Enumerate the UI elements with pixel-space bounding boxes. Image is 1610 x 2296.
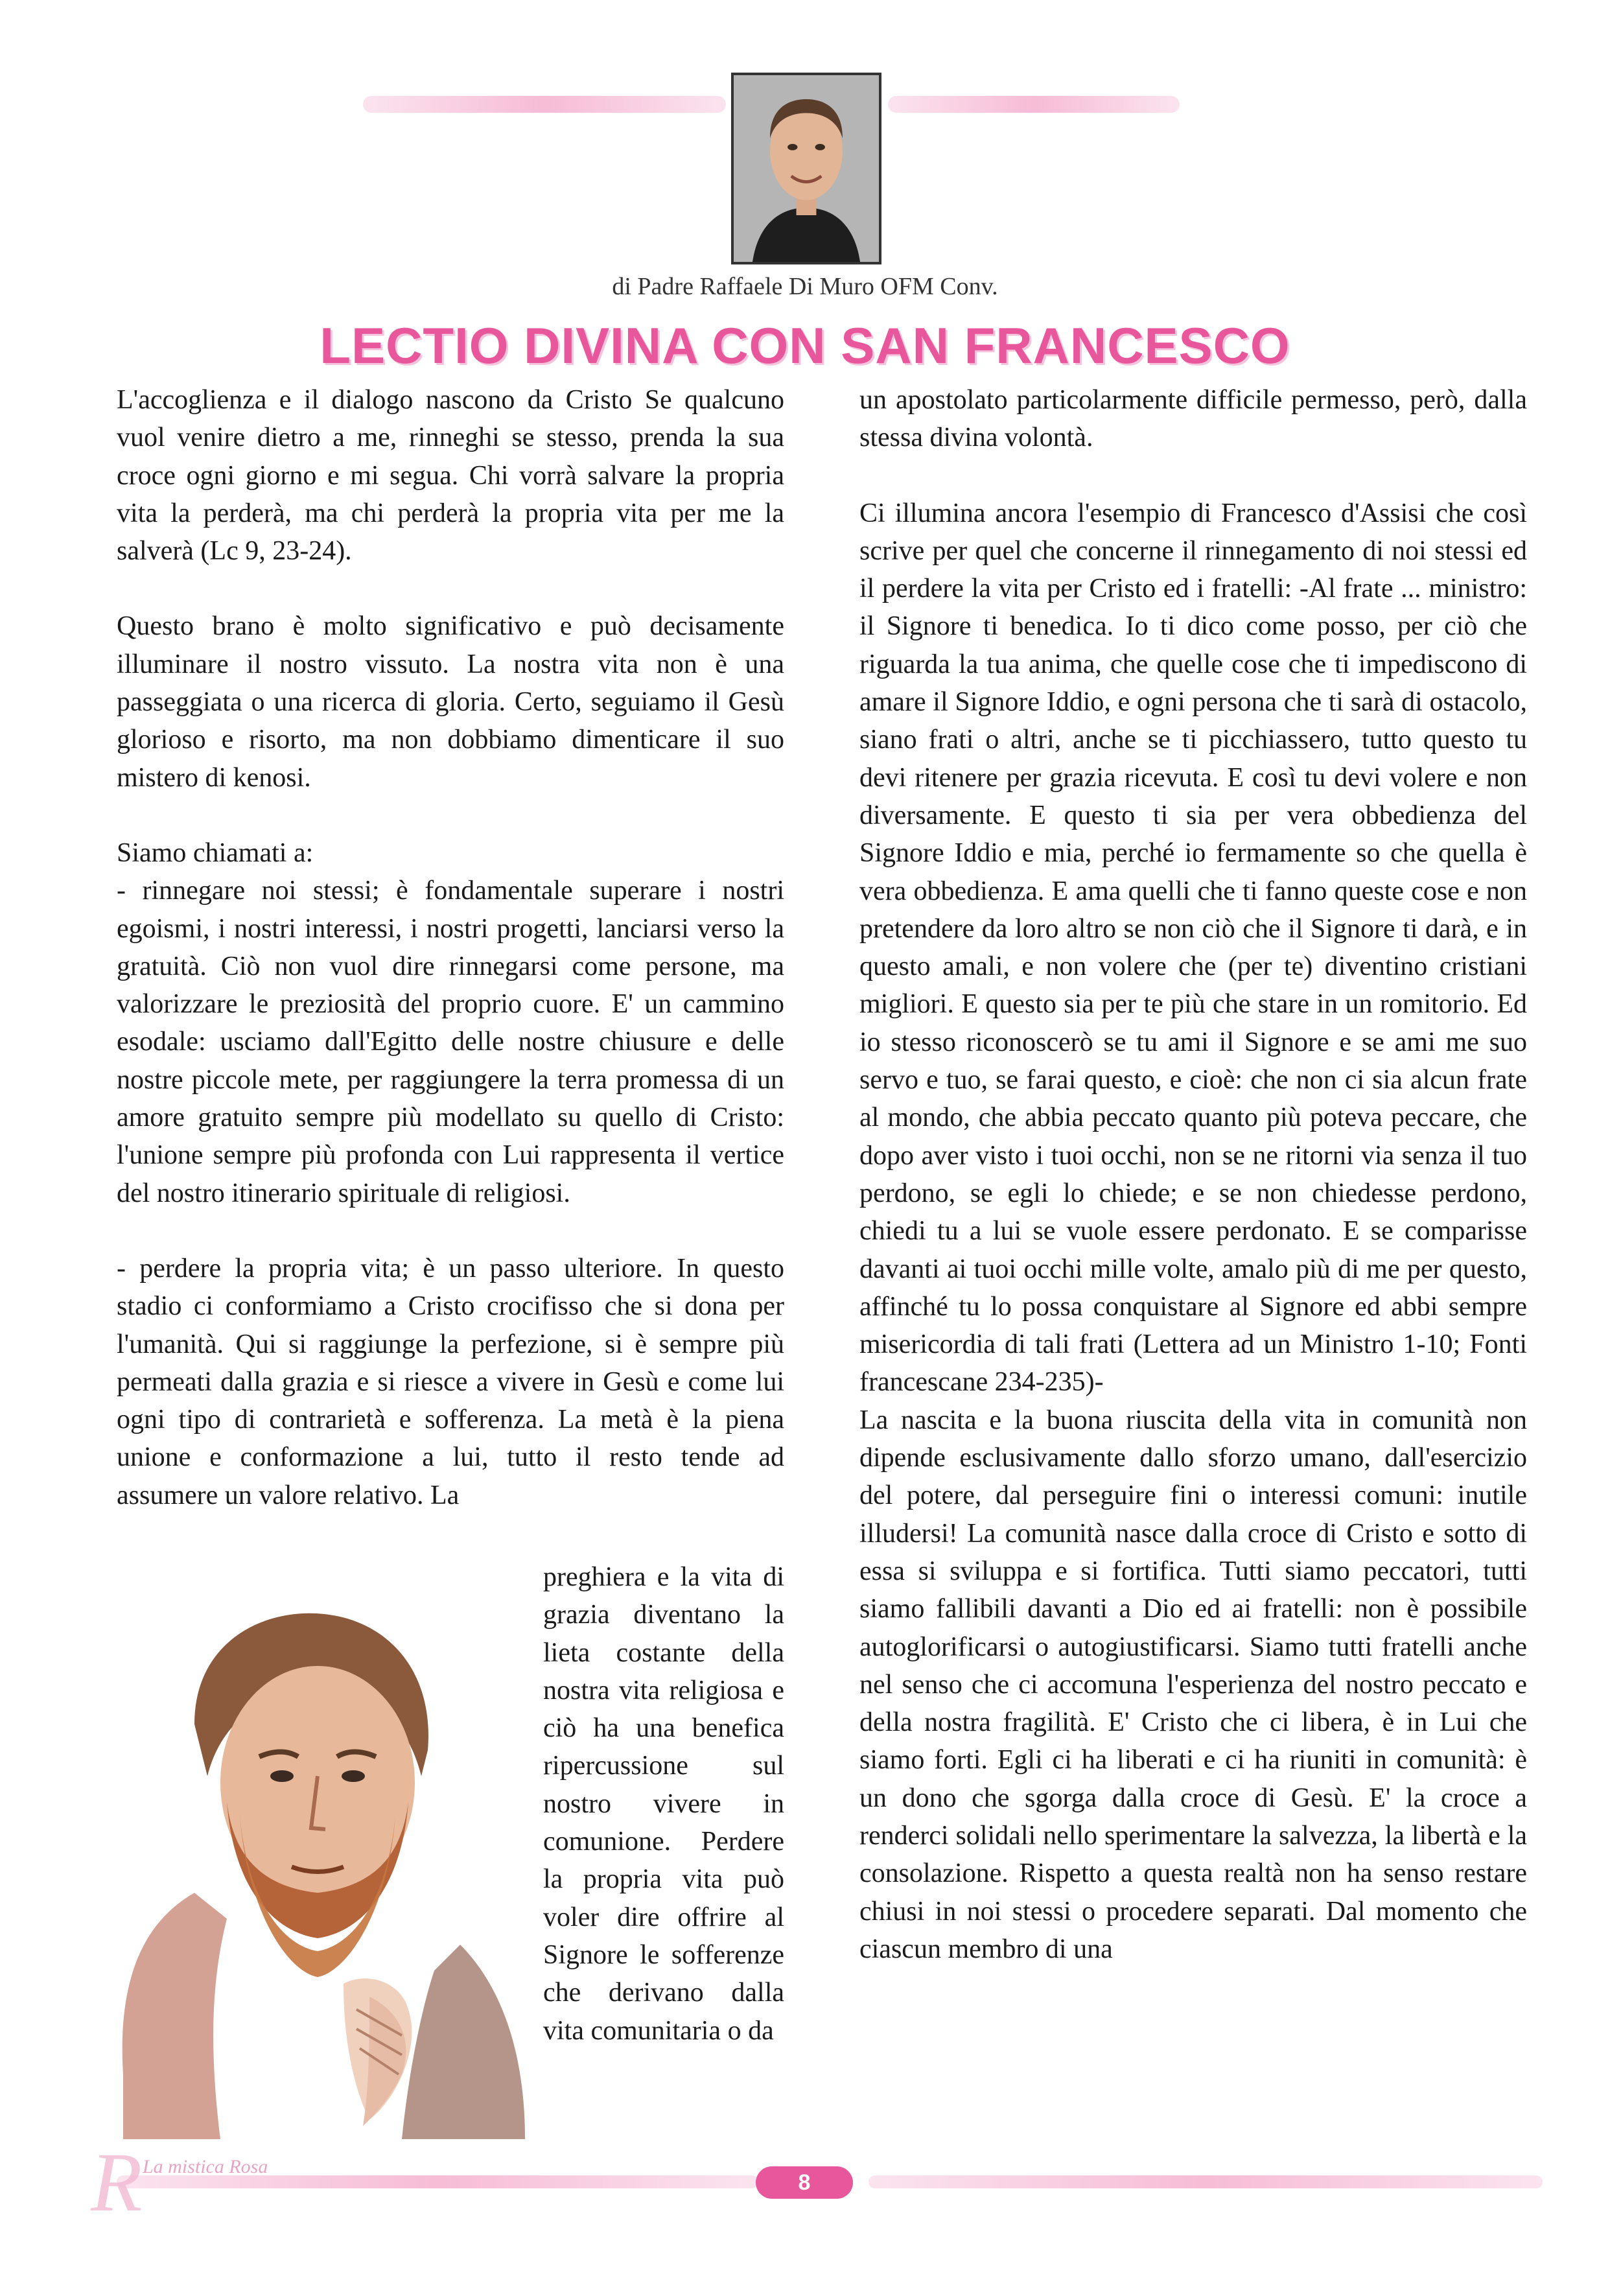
paragraph: - perdere la propria vita; è un passo ulteriore. In questo stadio ci conformiamo a Cristo crocifisso che si dona per l'umanità. Qui si raggiunge la perfezione, si è sempre più permeati dalla grazia e si riesce a vivere in Gesù e come lui ogni tipo di contrarietà e sofferenza. La metà è la piena unione e conformazione a lui, tutto il resto tende ad assumere un valore relativo. La [117, 1253, 784, 1510]
paragraph: L'accoglienza e il dialogo nascono da Cristo Se qualcuno vuol venire dietro a me, rinneghi se stesso, prenda la sua croce ogni giorno e mi segua. Chi vorrà salvare la propria vita la perderà, ma chi perderà la propria vita per me la salverà (Lc 9, 23-24). [117, 385, 784, 567]
author-photo [731, 73, 881, 264]
byline: di Padre Raffaele Di Muro OFM Conv. [612, 273, 998, 300]
paragraph: La nascita e la buona riuscita della vita in comunità non dipende esclusivamente dallo sforzo umano, dall'esercizio del potere, dal perseguire fini o interessi comuni: inutile illudersi! La comunità nasce dalla croce di Cristo e sotto di essa si sviluppa e si fortifica. Tutti siamo peccatori, tutti siamo fallibili davanti a Dio ed ai fratelli: non è possibile autoglorificarsi o autogiustificarsi. Siamo tutti fratelli anche nel senso che ci accomuna l'esperienza del nostro peccato e della nostra fragilità. E' Cristo che ci libera, è in Lui che siamo forti. Egli ci ha liberati e ci ha riuniti in comunità: è un dono che sgorga dalla croce di Gesù. E' la croce a renderci solidali nello sperimentare la salvezza, la libertà e la consolazione. Rispetto a questa realtà non ha senso restare chiusi in noi stessi o procedere separati. Dal momento che ciascun membro di una [859, 1405, 1527, 1964]
paragraph: un apostolato particolarmente difficile permesso, però, dalla stessa divina volontà. [859, 385, 1527, 453]
paragraph: Ci illumina ancora l'esempio di Francesco d'Assisi che così scrive per quel che concerne il rinnegamento di noi stessi ed il perdere la vita per Cristo ed i fratelli: -Al frate ... ministro: il Signore ti benedica. Io ti dico come posso, per ciò che riguarda la tua anima, che quelle cose che ti impediscono di amare il Signore Iddio, e ogni persona che ti sarà di ostacolo, siano frati o altri, anche se ti picchiassero, tutto questo tu devi ritenere per grazia ricevuta. E così tu devi volere e non diversamente. E questo ti sia per vera obbedienza del Signore Iddio e mia, perché io fermamente so che quella è vera obbedienza. E ama quelli che ti fanno queste cose e non pretendere da loro altro se non ciò che il Signore ti darà, e in questo amali, e non volere che (per te) diventino cristiani migliori. E questo sia per te più che stare in un romitorio. Ed io stesso riconoscerò se tu ami il Signore e se ami me suo servo e tuo, se farai questo, e cioè: che non ci sia alcun frate al mondo, che abbia peccato quanto più poteva peccare, che dopo aver visto i tuoi occhi, non se ne ritorni via senza il tuo perdono, se egli lo chiede; e se non chiedesse perdono, chiedi tu a lui se vuole essere perdonato. E se comparisse davanti ai tuoi occhi mille volte, amalo più di me per questo, affinché tu lo possa conquistare al Signore ed abbi sempre misericordia di tali frati (Lettera ad un Ministro 1-10; Fonti francescane 234-235)- [859, 498, 1527, 1398]
decorative-bar [363, 96, 726, 113]
paragraph: - rinnegare noi stessi; è fondamentale superare i nostri egoismi, i nostri interessi, i nostri progetti, lanciarsi verso la gratuità. Ciò non vuol dire rinnegarsi come persone, ma valorizzare le preziosità del proprio cuore. E' un cammino esodale: usciamo dall'Egitto delle nostre chiusure e delle nostre piccole mete, per raggiungere la terra promessa di un amore gratuito sempre più modellato su quello di Cristo: l'unione sempre più profonda con Lui rappresenta il vertice del nostro itinerario spirituale di religiosi. [117, 876, 784, 1208]
magazine-logo [78, 2133, 268, 2230]
paragraph: Questo brano è molto significativo e può decisamente illuminare il nostro vissuto. La nostra vita non è una passeggiata o una ricerca di gloria. Certo, seguiamo il Gesù glorioso e risorto, ma non dobbiamo dimenticare il suo mistero di kenosi. [117, 611, 784, 793]
article-title: LECTIO DIVINA CON SAN FRANCESCO [320, 317, 1290, 374]
right-column [859, 381, 1527, 1968]
left-column-tail: preghiera e la vita di grazia diventano la lieta costante della nostra vita religiosa e ciò ha una benefica ripercussione sul nostro vivere in comunione. Perdere la propria vita può voler dire offrire al Signore le sofferenze che derivano dalla vita comunitaria o da [543, 1562, 784, 2046]
logo-text: La mistica Rosa [143, 2156, 268, 2177]
paragraph: Siamo chiamati a: [117, 838, 314, 868]
saint-francis-illustration [97, 1582, 538, 2139]
page-number: 8 [756, 2166, 853, 2199]
decorative-bar [888, 96, 1180, 113]
left-column [117, 381, 784, 1514]
decorative-bar [869, 2175, 1543, 2188]
svg-text:R: R [91, 2136, 143, 2229]
